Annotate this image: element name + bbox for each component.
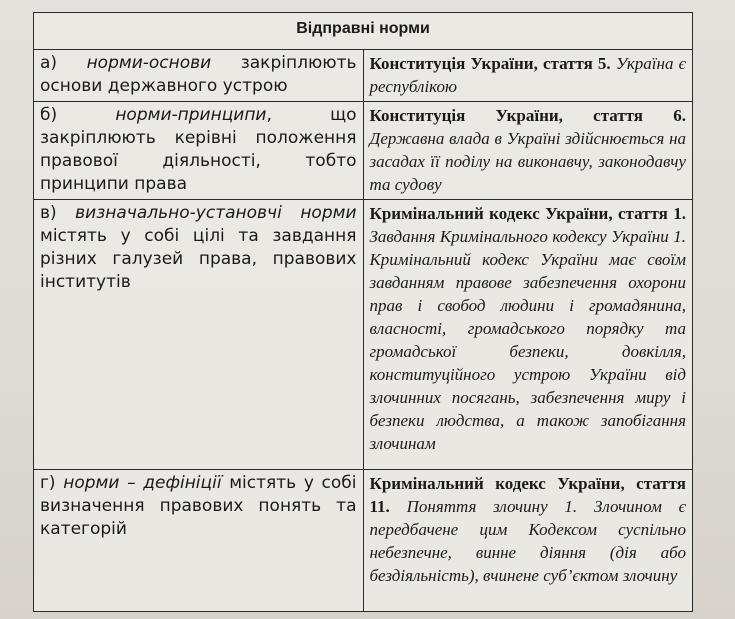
- row-c-example: [363, 200, 693, 470]
- row-d-term: норми – дефініції: [63, 473, 222, 493]
- row-a-source: Конституція України, стаття 5.: [369, 54, 611, 73]
- row-c-source: Кримінальний кодекс України, стаття 1.: [369, 204, 686, 223]
- row-d-prefix: г): [40, 473, 64, 493]
- row-c-quote: Завдання Кримінального кодексу України 1. Кримінальний кодекс України має своїм завданням правове забезпечення охорони прав і свобод людини і громадянина, власності, громадського порядку та громадської безпеки, довкілля, конституційного устрою України від злочинних посягань, забезпечення миру і безпеки людства, а також запобігання злочинам: [369, 227, 686, 453]
- row-d-example: [363, 470, 693, 612]
- row-a-term: норми-основи: [86, 53, 212, 73]
- row-c-term: визначально-установчі норми: [75, 203, 357, 223]
- table-row: [34, 50, 693, 102]
- row-a-text: закріплюють основи державного устрою: [40, 53, 357, 96]
- row-d-text: містять у собі визначення правових понять та категорій: [40, 473, 357, 539]
- row-d-description: [34, 470, 364, 612]
- row-b-source: Конституція України, стаття 6.: [369, 106, 686, 125]
- table-header: Відправні норми: [34, 13, 693, 50]
- row-c-prefix: в): [40, 203, 76, 223]
- row-d-quote: Поняття злочину 1. Злочином є передбачене цим Кодексом суспільно небезпечне, винне діяння (дія або бездіяльність), вчинене суб’єктом злочину: [369, 497, 687, 585]
- table-header-row: [34, 13, 693, 50]
- row-a-example: [363, 50, 693, 102]
- row-b-text: , що закріплюють керівні положення правової діяльності, тобто принципи права: [40, 105, 357, 194]
- row-a-prefix: а): [40, 53, 87, 73]
- row-c-text: містять у собі цілі та завдання різних галузей права, правових інститутів: [40, 226, 357, 292]
- row-d-source: Кримінальний кодекс України, стаття 11.: [369, 474, 686, 516]
- row-b-example: [363, 102, 693, 200]
- row-a-description: [34, 50, 364, 102]
- row-c-description: [34, 200, 364, 470]
- table-row: [34, 470, 693, 612]
- row-b-quote: Державна влада в Україні здійснюється на засадах її поділу на виконавчу, законодавчу та судову: [369, 129, 686, 194]
- table-row: [34, 102, 693, 200]
- row-b-description: [34, 102, 364, 200]
- row-b-term: норми-принципи: [115, 105, 267, 125]
- table-row: [34, 200, 693, 470]
- row-a-quote: Україна є республікою: [369, 54, 686, 96]
- row-b-prefix: б): [40, 105, 116, 125]
- norms-table: [33, 12, 693, 612]
